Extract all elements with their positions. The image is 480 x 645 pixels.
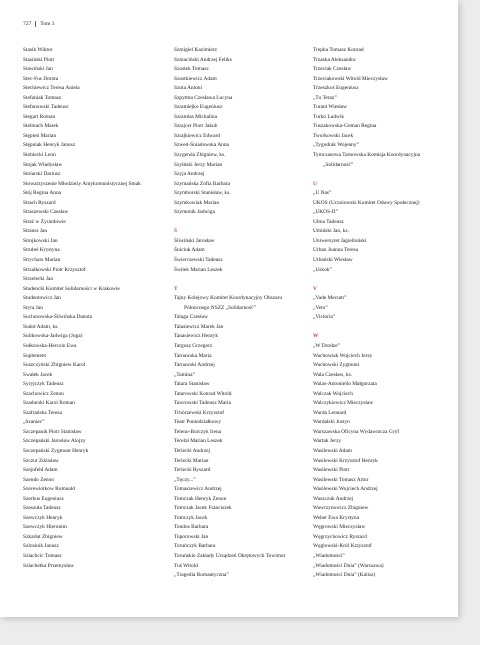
- index-entry: Szejnfeld Adam: [23, 467, 58, 474]
- index-entry: Weber Ewa Krystyna: [313, 514, 359, 521]
- index-entry: Teatr Poniedziałkowy: [174, 419, 222, 426]
- index-entry: Szramlas Michalina: [174, 113, 217, 120]
- index-entry: Strychars Marian: [23, 257, 61, 264]
- index-entry: Sudoł Adam, ks.: [23, 323, 59, 330]
- index-entry: Toruńskie Zakłady Urządzeń Okrętowych Towimor: [174, 552, 286, 559]
- index-entry: Tuszakowska-Goman Regina: [313, 123, 377, 130]
- index-entry: Stowarzyszenie Młodzieży Antykomunistycznej Smak: [23, 180, 141, 187]
- section-letter: U: [313, 180, 317, 187]
- index-entry: Trzaska Aleksandra: [313, 56, 356, 63]
- index-entry: Toruńczyk Barbara: [174, 543, 216, 550]
- index-entry: Stasik Wiktor: [23, 47, 53, 53]
- index-entry: Tajny Kolejowy Komitet Koordynacyjny Obszaru Północnego NSZZ „Solidarność”: [174, 295, 283, 311]
- index-entry: Szerkus Eugeniusz: [23, 495, 64, 502]
- index-entry: Strzelecki Jan: [23, 276, 54, 283]
- index-entry: Szrajkiewicz Edward: [174, 132, 220, 139]
- index-entry: Świtek Marian Leszek: [174, 266, 223, 273]
- index-column-1: [23, 46, 153, 571]
- index-entry: Stojak Władysław: [23, 161, 63, 168]
- index-entry: Targosz Grzegorz: [174, 342, 213, 349]
- index-entry: Wasilewski Adam: [313, 447, 352, 454]
- index-entry: Szeszuła Tadeusz: [23, 505, 61, 512]
- index-entry: Urbański Wiesław: [313, 257, 353, 264]
- index-entry: Stępień Marian: [23, 132, 57, 139]
- index-entry: Tworkowski Jacek: [313, 132, 354, 139]
- index-entry: Teleno-Burczyk Irena: [174, 428, 222, 435]
- index-entry: Szostkiewicz Adam: [174, 75, 217, 82]
- index-entry: Terlecki Marian: [174, 457, 209, 464]
- section-gap: [313, 170, 451, 180]
- index-entry: Terelzł Marian Leszek: [174, 438, 223, 445]
- index-entry: Szlachetka Przemysław: [23, 562, 75, 569]
- section-gap: [174, 218, 308, 228]
- index-entry: Szendo Zenon: [23, 476, 54, 483]
- section-letter: T: [174, 285, 178, 292]
- index-entry: „Uskok”: [313, 266, 332, 273]
- index-entry: Szyłński Jerzy Marian: [174, 161, 223, 168]
- index-entry: Szewczyk Hieronim: [23, 524, 67, 531]
- index-entry: Stefanowski Tadeusz: [23, 104, 69, 111]
- index-entry: Tomczak Jacek Franciszek: [174, 505, 232, 512]
- section-gap: [313, 275, 451, 285]
- index-entry: Styra Jan: [23, 304, 43, 311]
- index-entry: Szyja Andrzej: [174, 171, 205, 178]
- index-entry: Szafrańska Teresa: [23, 409, 62, 416]
- index-entry: Wasilewski Krzysztof Henryk: [313, 457, 378, 464]
- index-entry: Stechiewicz Teresa Aniela: [23, 85, 80, 92]
- index-entry: Wala Czesław, ks.: [313, 371, 353, 378]
- index-entry: Tatara Stanisław: [174, 381, 210, 388]
- index-entry: Strzałkowski Piotr Krzysztof: [23, 266, 86, 273]
- section-letter: W: [313, 333, 319, 340]
- index-entry: Szrajcer Piotr Jakub: [174, 123, 218, 130]
- index-entry: Szymkowiak Marian: [174, 199, 220, 206]
- index-entry: „Tęczy...”: [174, 476, 196, 483]
- index-entry: Szczepański Zygmunt Henryk: [23, 447, 89, 454]
- index-entry: Węgrowski Mieczysław: [313, 524, 366, 531]
- index-entry: „Tygodnik Wojenny”: [313, 142, 359, 149]
- index-column-3: [313, 46, 451, 581]
- index-entry: Wachowiak Wojciech Jerzy: [313, 352, 373, 359]
- index-entry: Szygenda Zbigniew, ks.: [174, 152, 226, 159]
- index-entry: „Victoria”: [313, 314, 336, 321]
- index-entry: Urban Joanna Teresa: [313, 247, 359, 254]
- index-entry: Szmigiel Kazimierz: [174, 47, 217, 53]
- index-entry: Tymczasowa Tarnowska Komisja Koordynacyjna „Solidarność”: [313, 152, 421, 168]
- index-entry: Tawrowski Tadeusz Maria: [174, 400, 231, 407]
- index-entry: Stegart Roman: [23, 113, 56, 120]
- index-entry: Toporowski Jan: [174, 533, 209, 540]
- index-entry: Suplement: [23, 352, 47, 359]
- index-entry: Swałek Jacek: [23, 371, 53, 378]
- section-letter: Ś: [174, 228, 177, 235]
- section-gap: [313, 323, 451, 333]
- index-entry: Turko Ludwik: [313, 113, 345, 120]
- index-entry: Studencki Komitet Solidarności w Krakowie: [23, 285, 120, 292]
- index-entry: Tomczyk Jacek: [174, 514, 208, 521]
- index-entry: Szwed-Śniadowska Anna: [174, 142, 229, 149]
- index-entry: Strojkowski Jan: [23, 237, 58, 244]
- index-entry: Szadurski Karol Roman: [23, 400, 75, 407]
- index-entry: Szlosinik Janusz: [23, 543, 59, 550]
- index-entry: Walczykiewicz Mieczysław: [313, 400, 374, 407]
- index-entry: Trzeciakowski Witold Mieczysław: [313, 75, 388, 82]
- section-letter: V: [313, 285, 317, 292]
- header-divider: [35, 21, 36, 27]
- index-entry: Węgrzychowicz Ryszard: [313, 533, 367, 540]
- index-column-2: [174, 46, 308, 581]
- index-entry: Stasiński Piotr: [23, 56, 55, 63]
- index-entry: Wasilewski Piotr: [313, 467, 350, 474]
- index-entry: Tchórzewski Krzysztof: [174, 409, 225, 416]
- section-gap: [174, 275, 308, 285]
- volume-label: Tom 3: [40, 21, 55, 27]
- index-entry: Szymańska Zofia Barbara: [174, 180, 230, 187]
- index-entry: Walas-Antoniello Małgorzata: [313, 381, 377, 388]
- index-entry: Wasilewski Tomasz Artur: [313, 476, 369, 483]
- index-entry: Szczur Zdzisław: [23, 457, 59, 464]
- index-entry: „Szaniec”: [23, 419, 45, 426]
- index-entry: Straż w Żyrardowie: [23, 218, 66, 225]
- index-entry: Talasiewicz Marek Jan: [174, 323, 224, 330]
- index-entry: Uniwersytet Jagielloński: [313, 237, 367, 244]
- page-number: 727: [23, 21, 32, 27]
- index-entry: Warszawska Oficyna Wydawnicza Gryf: [313, 428, 400, 435]
- index-entry: Stolarski Dariusz: [23, 171, 61, 178]
- index-entry: Tomaszewicz Andrzej: [174, 486, 222, 493]
- index-entry: Tatarowski Konrad Witold: [174, 390, 232, 397]
- index-entry: Sułkowska-Herczin Ewa: [23, 342, 77, 349]
- index-entry: Szmaciński Andrzej Feliks: [174, 56, 232, 63]
- index-entry: „U Nas”: [313, 190, 332, 197]
- index-entry: Tarnawska Maria: [174, 352, 212, 359]
- index-entry: Węglowski-Król Krzysztof: [313, 543, 372, 550]
- index-entry: Straszewski Czesław: [23, 209, 69, 216]
- index-entry: Szerewiotkow Romuald: [23, 486, 75, 493]
- index-entry: „Tu Teraz”: [313, 94, 337, 101]
- index-entry: Tarnawski Andrzej: [174, 362, 215, 369]
- index-entry: Szramiejko Eugeniusz: [174, 104, 223, 111]
- index-entry: Warda Leonard: [313, 409, 347, 416]
- index-entry: Tondos Barbara: [174, 524, 209, 531]
- index-entry: „Tamina”: [174, 371, 195, 378]
- index-entry: Stawiński Jan: [23, 66, 53, 73]
- index-entry: Strauss Jan: [23, 228, 48, 235]
- index-entry: Stelmach Marek: [23, 123, 59, 130]
- index-entry: Szpytma Czesława Lucyna: [174, 94, 233, 101]
- index-entry: Szewczyk Henryk: [23, 514, 63, 521]
- index-entry: Strubel Krystyna: [23, 247, 60, 254]
- index-entry: Stępniak Henryk Janusz: [23, 142, 76, 149]
- index-entry: Szachowicz Zenon: [23, 390, 64, 397]
- index-entry: Szota Antoni: [174, 85, 203, 92]
- index-entry: Waszczuk Andrzej: [313, 495, 354, 502]
- index-entry: „Wiadomości Dnia” (Warszawa): [313, 562, 384, 569]
- index-entry: Wardalski Justyn: [313, 419, 350, 426]
- index-entry: Tomczak Henryk Zenon: [174, 495, 227, 502]
- index-entry: Ulma Tadeusz: [313, 218, 344, 225]
- index-entry: „Wiadomości”: [313, 552, 345, 559]
- index-entry: Tanasiewicz Henryk: [174, 333, 219, 340]
- index-entry: Terlecki Andrzej: [174, 447, 210, 454]
- index-entry: Studentowicz Jan: [23, 295, 61, 302]
- index-entry: Suchorowska-Śliwińska Danuta: [23, 314, 93, 321]
- index-entry: Turant Wiesław: [313, 104, 348, 111]
- index-entry: Wawrzynowicz Zbigniew: [313, 505, 369, 512]
- index-entry: Szczepański Jarosław Alojzy: [23, 438, 86, 445]
- index-entry: Suszczyński Zbigniew Karol: [23, 362, 86, 369]
- index-entry: Tuś Witold: [174, 562, 198, 569]
- index-entry: Szlachcic Tomasz: [23, 552, 62, 559]
- index-entry: Stobiecki Leon: [23, 152, 56, 159]
- index-entry: Strach Ryszard: [23, 199, 56, 206]
- index-entry: Talaga Czesław: [174, 314, 208, 321]
- index-entry: Stój Regina Anna: [23, 190, 62, 197]
- index-entry: Śniciuk Adam: [174, 247, 205, 254]
- index-entry: Syryjczyk Tadeusz: [23, 381, 64, 388]
- index-entry: Sulikowska-Jadwiga (Joga): [23, 333, 83, 340]
- index-entry: Szymonik Jadwiga: [174, 209, 215, 216]
- index-entry: Stec-Fus Dorota: [23, 75, 59, 82]
- index-entry: Szymborski Stanisław, ks.: [174, 190, 231, 197]
- index-entry: Terlecki Ryszard: [174, 467, 211, 474]
- running-header: [23, 21, 55, 27]
- index-entry: Umiński Jan, ks.: [313, 228, 349, 235]
- index-entry: „Veto”: [313, 304, 328, 311]
- index-entry: Śliwiński Jarosław: [174, 237, 215, 244]
- index-entry: Szostek Tomasz: [174, 66, 209, 73]
- index-entry: „UKOS-II”: [313, 209, 338, 216]
- index-entry: Wachowski Zygmunt: [313, 362, 360, 369]
- index-entry: Wasilewski Wojciech Andrzej: [313, 486, 378, 493]
- index-entry: Trzeszkoś Eugeniusz: [313, 85, 359, 92]
- index-entry: „Tragedia Romantyczna”: [174, 572, 229, 579]
- index-entry: „W Drodze”: [313, 342, 340, 349]
- index-entry: Stefaniak Tomasz: [23, 94, 62, 101]
- index-entry: Szkarłat Zbigniew: [23, 533, 63, 540]
- index-entry: Trepka Tomasz Konrad: [313, 47, 364, 53]
- index-entry: Szczepanik Piotr Stanisław: [23, 428, 82, 435]
- index-entry: Świerczewski Tadeusz: [174, 257, 223, 264]
- index-entry: UKOS (Uczniowski Komitet Oduwy Społecznej): [313, 199, 420, 206]
- index-entry: Wartak Jerzy: [313, 438, 342, 445]
- index-entry: „Vade Mecum”: [313, 295, 347, 302]
- index-entry: Walczak Wojciech: [313, 390, 353, 397]
- index-entry: Trzeciak Czesław: [313, 66, 352, 73]
- index-entry: „Wiadomości Dnia” (Kalisz): [313, 572, 376, 579]
